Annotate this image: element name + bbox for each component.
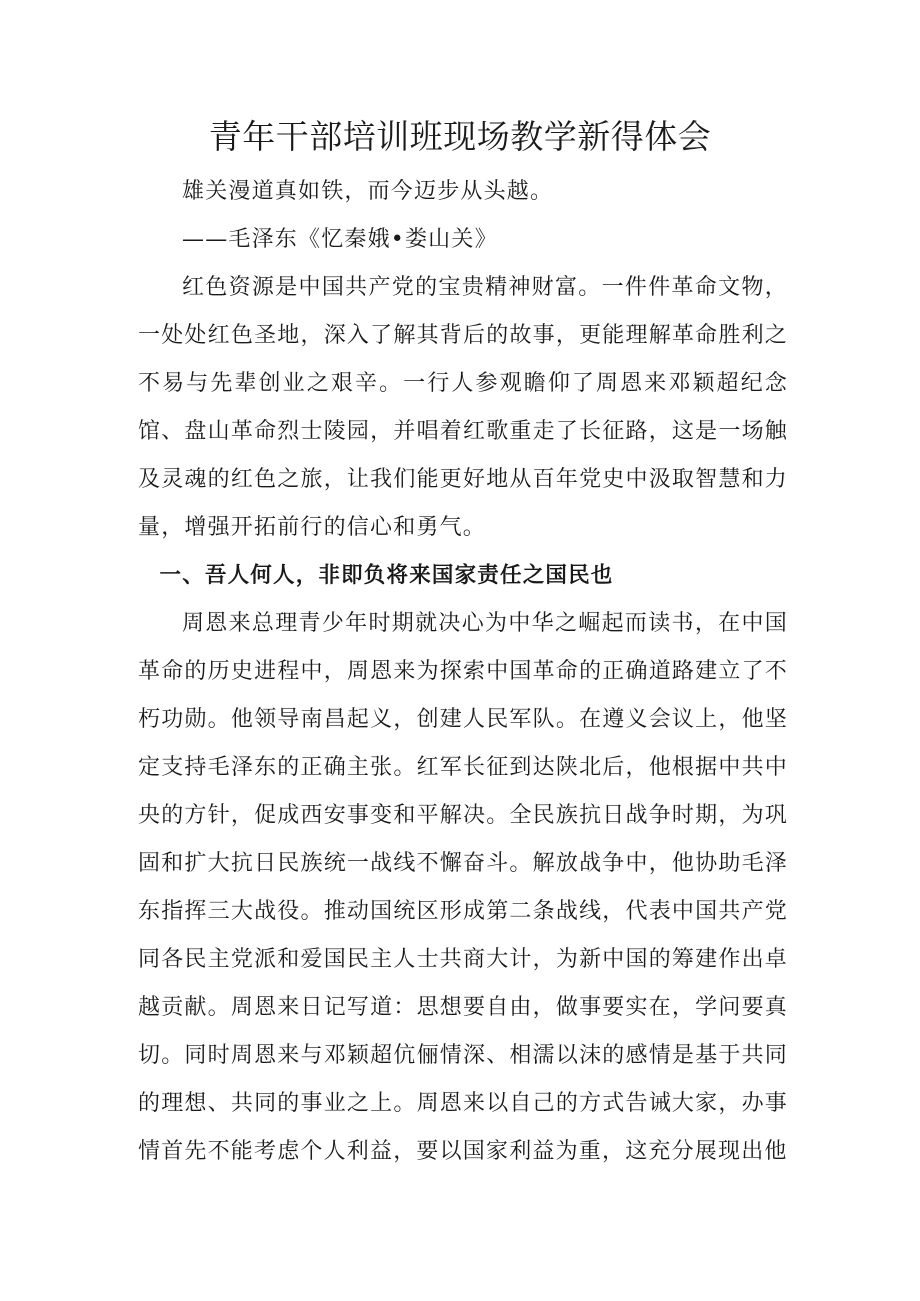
epigraph-line: 雄关漫道真如铁，而今迈步从头越。	[182, 179, 554, 204]
section-heading-1: 一、吾人何人，非即负将来国家责任之国民也	[159, 563, 614, 588]
page-title: 青年干部培训班现场教学新得体会	[208, 117, 712, 156]
section-paragraph-1: 周恩来总理青少年时期就决心为中华之崛起而读书，在中国革命的历史进程中，周恩来为探索中国革命的正确道路建立了不朽功勋。他领导南昌起义，创建人民军队。在遵义会议上，他坚定支持毛泽东的正确主张。红军长征到达陕北后，他根据中共中央的方针，促成西安事变和平解决。全民族抗日战争时期，为巩固和扩大抗日民族统一战线不懈奋斗。解放战争中，他协助毛泽东指挥三大战役。推动国统区形成第二条战线，代表中国共产党同各民主党派和爱国民主人士共商大计，为新中国的筹建作出卓越贡献。周恩来日记写道：思想要自由，做事要实在，学问要真切。同时周恩来与邓颖超伉俪情深、相濡以沫的感情是基于共同的理想、共同的事业之上。周恩来以自己的方式告诫大家，办事情首先不能考虑个人利益，要以国家利益为重，这充分展现出他	[138, 611, 788, 1164]
document-body	[138, 168, 788, 1176]
intro-paragraph: 红色资源是中国共产党的宝贵精神财富。一件件革命文物，一处处红色圣地，深入了解其背后的故事，更能理解革命胜利之不易与先辈创业之艰辛。一行人参观瞻仰了周恩来邓颖超纪念馆、盘山革命烈士陵园，并唱着红歌重走了长征路，这是一场触及灵魂的红色之旅，让我们能更好地从百年党史中汲取智慧和力量，增强开拓前行的信心和勇气。	[138, 275, 788, 540]
epigraph-attribution: ——毛泽东《忆秦娥•娄山关》	[182, 227, 498, 252]
